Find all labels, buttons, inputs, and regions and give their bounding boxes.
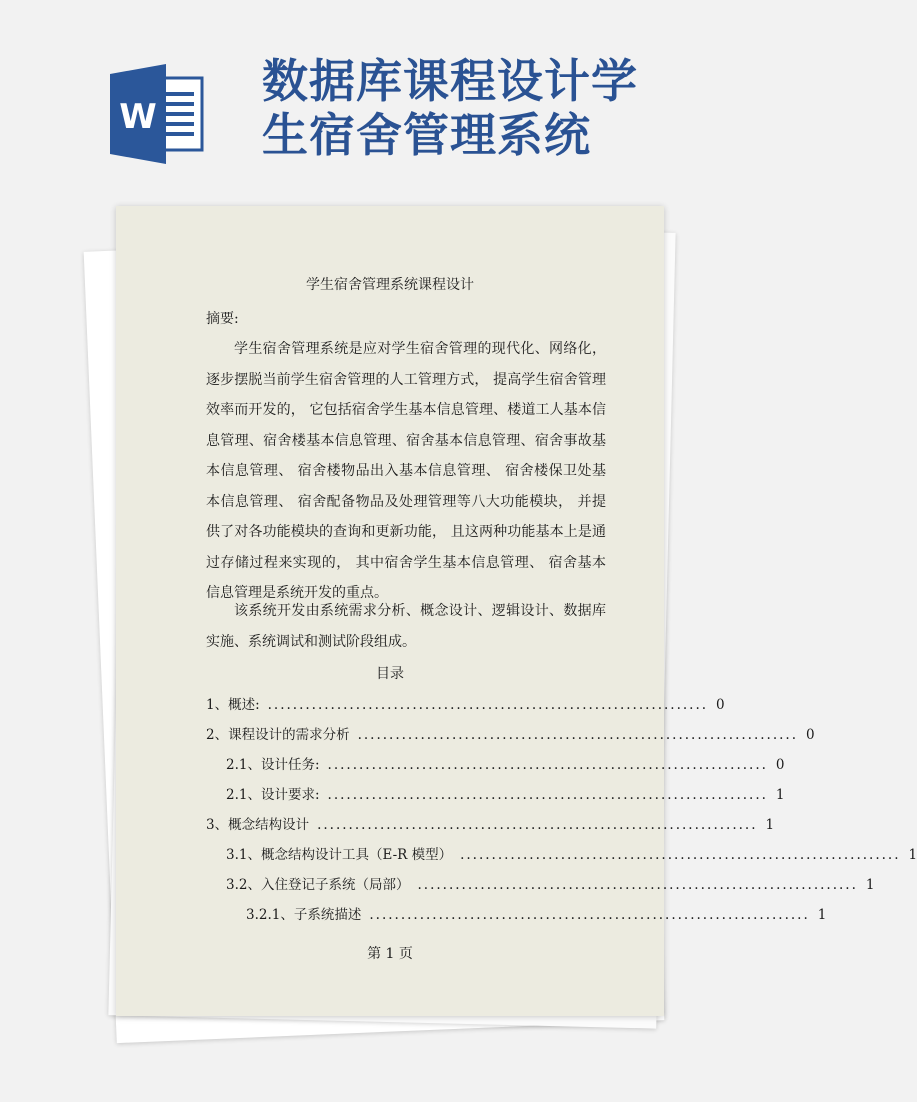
toc-entry-page: 0 — [775, 757, 785, 773]
toc-entry[interactable] — [206, 780, 785, 810]
toc-leader-dots: ...................................................................... — [327, 787, 768, 803]
table-of-contents — [206, 690, 917, 930]
toc-entry[interactable] — [206, 810, 775, 840]
toc-entry[interactable] — [206, 870, 875, 900]
toc-entry-label: 2、课程设计的需求分析 — [206, 727, 350, 743]
banner-title-line-2: 生宿舍管理系统 — [262, 108, 591, 162]
toc-entry[interactable] — [206, 900, 827, 930]
abstract-paragraph-2: 该系统开发由系统需求分析、概念设计、逻辑设计、数据库实施、系统调试和测试阶段组成。 — [206, 603, 606, 650]
toc-leader-dots: ...................................................................... — [417, 877, 858, 893]
toc-entry-label: 3.1、概念结构设计工具（E-R 模型） — [226, 847, 453, 863]
banner-title-line-1: 数据库课程设计学 — [262, 54, 638, 108]
toc-entry-page: 1 — [908, 847, 917, 863]
toc-entry-label: 3.2、入住登记子系统（局部） — [226, 877, 410, 893]
word-icon-letter: W — [119, 97, 157, 137]
document-title: 学生宿舍管理系统课程设计 — [306, 277, 474, 293]
toc-leader-dots: ...................................................................... — [460, 847, 901, 863]
toc-entry-page: 0 — [805, 727, 815, 743]
toc-entry[interactable] — [206, 840, 917, 870]
toc-leader-dots: ...................................................................... — [317, 817, 758, 833]
toc-leader-dots: ...................................................................... — [357, 727, 798, 743]
toc-heading: 目录 — [376, 666, 404, 682]
toc-entry-page: 1 — [817, 907, 827, 923]
document-page — [116, 206, 917, 1016]
toc-leader-dots: ...................................................................... — [267, 697, 709, 713]
word-doc-icon — [110, 64, 206, 164]
toc-entry[interactable] — [206, 690, 725, 720]
toc-entry-page: 0 — [716, 697, 725, 713]
toc-entry-label: 3.2.1、子系统描述 — [246, 907, 362, 923]
toc-leader-dots: ...................................................................... — [369, 907, 810, 923]
toc-entry-page: 1 — [775, 787, 785, 803]
toc-entry[interactable] — [206, 750, 785, 780]
toc-entry-page: 1 — [765, 817, 775, 833]
toc-entry-page: 1 — [865, 877, 875, 893]
abstract-paragraph: 学生宿舍管理系统是应对学生宿舍管理的现代化、网络化，逐步摆脱当前学生宿舍管理的人工管理方式， 提高学生宿舍管理效率而开发的， 它包括宿舍学生基本信息管理、楼道工人基本信息管理、宿舍楼基本信息管理、宿舍基本信息管理、宿舍事故基本信息管理、 宿舍楼物品出入基本信息管理、 宿舍楼保卫处基本信息管理、 宿舍配备物品及处理管理等八大功能模块， 并提供了对各功能模块的查询和更新功能， 且这两种功能基本上是通过存储过程来实现的， 其中宿舍学生基本信息管理、 宿舍基本信息管理是系统开发的重点。 — [206, 341, 606, 601]
abstract-label: 摘要: — [206, 311, 239, 327]
toc-entry[interactable] — [206, 720, 815, 750]
toc-entry-label: 2.1、设计任务: — [226, 757, 320, 773]
page-number-footer: 第 1 页 — [367, 946, 413, 962]
toc-entry-label: 1、概述: — [206, 697, 260, 713]
toc-entry-label: 2.1、设计要求: — [226, 787, 320, 803]
toc-entry-label: 3、概念结构设计 — [206, 817, 310, 833]
toc-leader-dots: ...................................................................... — [327, 757, 768, 773]
